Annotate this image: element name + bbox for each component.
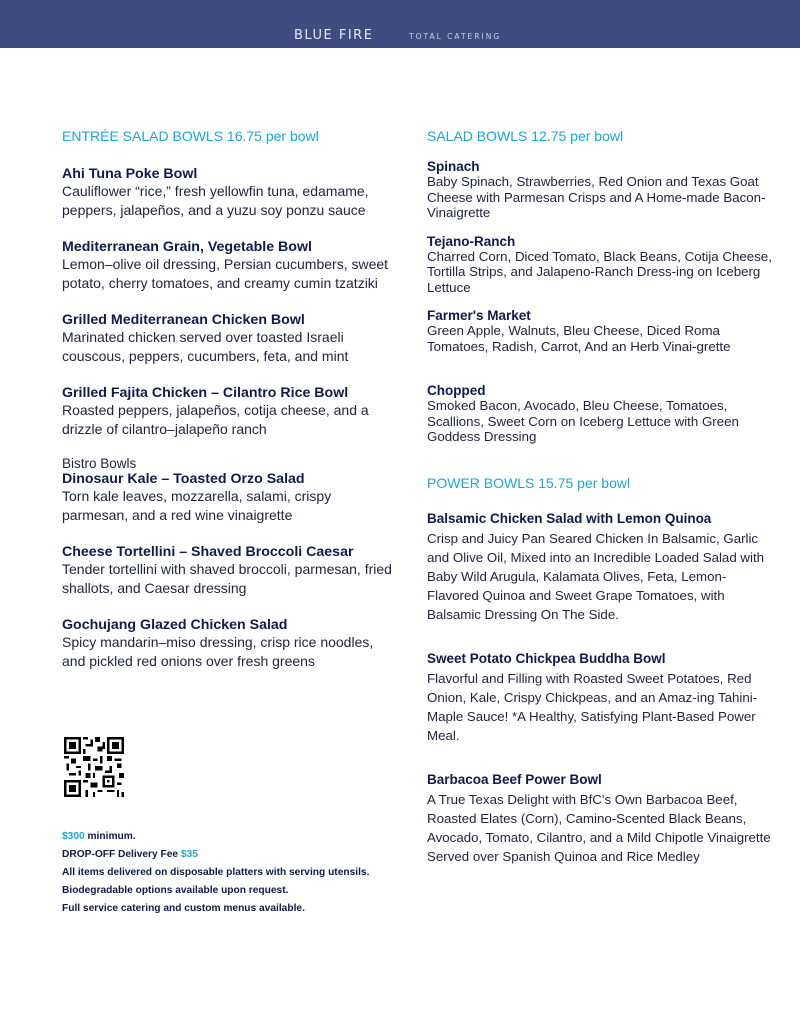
item-description: Smoked Bacon, Avocado, Bleu Cheese, Tomatoes, Scallions, Sweet Corn on Iceberg Lettuce with Green Goddess Dressing: [427, 398, 739, 444]
item-description: Crisp and Juicy Pan Seared Chicken In Balsamic, Garlic and Olive Oil, Mixed into an Incredible Loaded Salad with Baby Wild Arugula, Kalamata Olives, Feta, Lemon-Flavored Quinoa and Sweet Grape Tomatoes, with Balsamic Dressing On The Side.: [427, 530, 765, 622]
item-description: Spicy mandarin–miso dressing, crisp rice noodles, and pickled red onions over fresh greens: [62, 634, 374, 669]
brand-name: BLUE FIRE: [294, 28, 374, 43]
delivery-fee-line: [62, 846, 402, 864]
item-description: Flavorful and Filling with Roasted Sweet Potatoes, Red Onion, Kale, Crispy Chickpeas, and an Amaz-ing Tahini- Maple Sauce! *A Healthy, Satisfying Plant-Based Power Meal.: [427, 670, 758, 743]
footer-line: Biodegradable options available upon request.: [62, 885, 289, 896]
menu-item: [62, 617, 397, 670]
item-name: Grilled Fajita Chicken – Cilantro Rice Bowl: [62, 385, 349, 401]
item-description: Roasted peppers, jalapeños, cotija cheese, and a drizzle of cilantro–jalapeño ranch: [62, 402, 369, 437]
salad-section-title: SALAD BOWLS 12.75 per bowl: [427, 128, 624, 144]
menu-item: [427, 383, 777, 445]
menu-item: [427, 651, 777, 745]
item-description: Cauliflower “rice,” fresh yellowfin tuna, edamame, peppers, jalapeños, and a yuzu soy ponzu sauce: [62, 183, 369, 218]
item-name: Dinosaur Kale – Toasted Orzo Salad: [62, 471, 305, 487]
menu-item: [427, 308, 777, 354]
minimum-text: minimum.: [84, 831, 136, 842]
power-section-title: POWER BOWLS 15.75 per bowl: [427, 474, 631, 491]
item-description: Green Apple, Walnuts, Bleu Cheese, Diced Roma Tomatoes, Radish, Carrot, And an Herb Vinai-grette: [427, 323, 731, 354]
minimum-amount: $300: [62, 831, 85, 842]
salad-power-column: [427, 128, 777, 866]
menu-item: [427, 772, 777, 866]
bistro-subheading: Bistro Bowls: [62, 456, 137, 471]
fee-text: DROP-OFF Delivery Fee: [62, 849, 181, 860]
item-description: A True Texas Delight with BfC's Own Barbacoa Beef, Roasted Elates (Corn), Camino-Scented Black Beans, Avocado, Tomato, Cilantro, and a Mild Chipotle Vinaigrette Served over Spanish Quinoa and Rice Medley: [427, 791, 771, 864]
item-name: Gochujang Glazed Chicken Salad: [62, 617, 288, 633]
header-bar: [0, 0, 800, 48]
entree-column: [62, 128, 397, 670]
menu-item: [62, 544, 397, 597]
item-name: Cheese Tortellini – Shaved Broccoli Caesar: [62, 544, 354, 560]
footer-notes: [62, 828, 402, 918]
item-description: Tender tortellini with shaved broccoli, parmesan, fried shallots, and Caesar dressing: [62, 561, 392, 596]
menu-item: [427, 511, 777, 624]
menu-item: [62, 166, 397, 219]
item-description: Baby Spinach, Strawberries, Red Onion and Texas Goat Cheese with Parmesan Crisps and A Home-made Bacon- Vinaigrette: [427, 174, 766, 220]
item-description: Marinated chicken served over toasted Israeli couscous, peppers, cucumbers, feta, and mint: [62, 329, 349, 364]
item-name: Barbacoa Beef Power Bowl: [427, 771, 602, 787]
item-description: Charred Corn, Diced Tomato, Black Beans, Cotija Cheese, Tortilla Strips, and Jalapeno-Ranch Dress-ing on Iceberg Lettuce: [427, 248, 772, 295]
item-name: Farmer's Market: [427, 308, 531, 323]
menu-item: [62, 312, 397, 365]
minimum-line: [62, 828, 402, 846]
item-name: Spinach: [427, 159, 480, 174]
footer-line: Full service catering and custom menus available.: [62, 903, 305, 914]
item-name: Chopped: [427, 383, 486, 398]
entree-section-title: ENTRÉE SALAD BOWLS 16.75 per bowl: [62, 128, 319, 144]
item-name: Mediterranean Grain, Vegetable Bowl: [62, 239, 312, 255]
fee-amount: $35: [180, 849, 198, 860]
qr-code-icon[interactable]: [64, 737, 124, 797]
item-name: Grilled Mediterranean Chicken Bowl: [62, 312, 305, 328]
footer-line: All items delivered on disposable platters with serving utensils.: [62, 867, 370, 878]
item-name: Ahi Tuna Poke Bowl: [62, 166, 198, 182]
item-name: Tejano-Ranch: [427, 233, 516, 249]
item-name: Balsamic Chicken Salad with Lemon Quinoa: [427, 510, 712, 526]
brand-tagline: TOTAL CATERING: [409, 32, 502, 41]
menu-item: [62, 385, 397, 438]
menu-item: [62, 456, 397, 524]
item-description: Torn kale leaves, mozzarella, salami, crispy parmesan, and a red wine vinaigrette: [62, 488, 332, 523]
item-name: Sweet Potato Chickpea Buddha Bowl: [427, 650, 666, 666]
menu-item: [427, 234, 777, 296]
item-description: Lemon–olive oil dressing, Persian cucumbers, sweet potato, cherry tomatoes, and creamy cumin tzatziki: [62, 256, 389, 291]
menu-item: [427, 159, 777, 221]
menu-item: [62, 239, 397, 292]
